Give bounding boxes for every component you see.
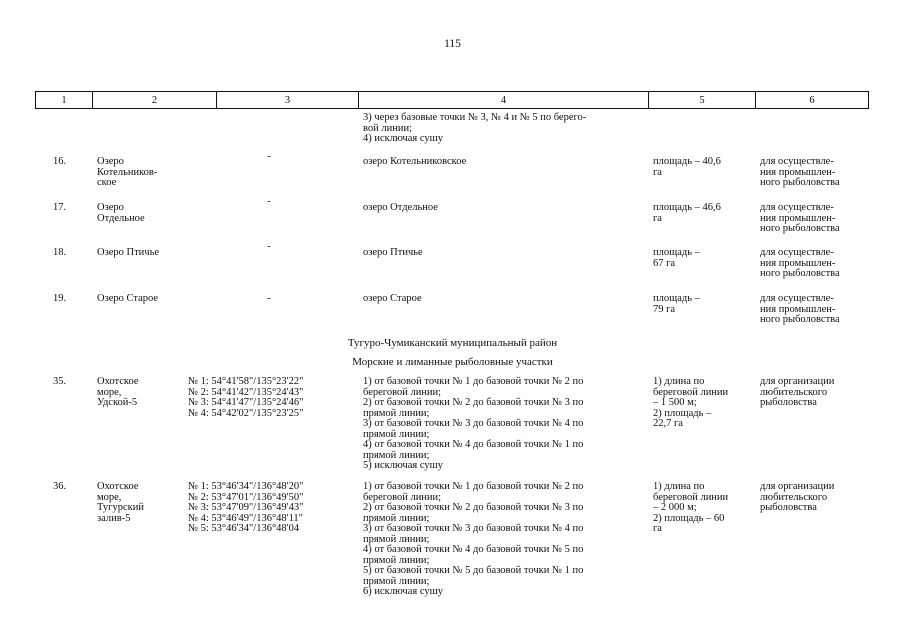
purpose: для организации любительского рыболовства bbox=[760, 481, 835, 513]
area: 1) длина по береговой линии – 1 500 м; 2) площадь – 22,7 га bbox=[653, 376, 729, 429]
purpose: для осуществле- ния промышлен- ного рыболовства bbox=[760, 156, 840, 188]
header-col-5: 5 bbox=[648, 92, 755, 108]
header-col-6: 6 bbox=[755, 92, 868, 108]
district-title: Тугуро-Чумиканский муниципальный район bbox=[347, 337, 558, 349]
coordinates: - bbox=[267, 293, 271, 304]
boundary-description: 1) от базовой точки № 1 до базовой точки № 2 по береговой линии; 2) от базовой точки № 2 до базовой точки № 3 по прямой линии; 3) от базовой точки № 3 до базовой точки № 4 по прямой линии; 4) от базовой точки № 4 до базовой точки № 1 по прямой линии; 5) исключая сушу bbox=[363, 376, 584, 471]
site-name: Озеро Птичье bbox=[97, 247, 160, 258]
subsection-title: Морские и лиманные рыболовные участки bbox=[352, 356, 553, 368]
purpose: для осуществле- ния промышлен- ного рыболовства bbox=[760, 202, 840, 234]
continuation-boundary-text: 3) через базовые точки № 3, № 4 и № 5 по берего- вой линии; 4) исключая сушу bbox=[363, 112, 587, 144]
header-col-1: 1 bbox=[61, 95, 67, 106]
header-col-3: 3 bbox=[216, 92, 358, 108]
row-number: 17. bbox=[53, 202, 67, 213]
area: площадь – 40,6 га bbox=[653, 156, 721, 178]
site-name: Охотское море, Тугурский залив-5 bbox=[97, 481, 144, 524]
row-number: 36. bbox=[53, 481, 67, 492]
page-number: 115 bbox=[444, 38, 461, 50]
area: площадь – 67 га bbox=[653, 247, 700, 269]
coordinates: № 1: 53°46'34"/136°48'20" № 2: 53°47'01"/136°49'50" № 3: 53°47'09"/136°49'43" № 4: 53°46'49"/136°48'11" № 5: 53°46'34"/136°48'04 bbox=[188, 481, 304, 534]
site-name: Озеро Отдельное bbox=[97, 202, 145, 224]
table-header bbox=[35, 91, 869, 109]
coordinates: - bbox=[267, 241, 271, 252]
site-name: Озеро Старое bbox=[97, 293, 159, 304]
coordinates: № 1: 54°41'58"/135°23'22" № 2: 54°41'42"/135°24'43" № 3: 54°41'47"/135°24'46" № 4: 54°42'02"/135°23'25" bbox=[188, 376, 304, 419]
boundary-description: озеро Птичье bbox=[363, 247, 423, 258]
area: 1) длина по береговой линии – 2 000 м; 2) площадь – 60 га bbox=[653, 481, 729, 534]
boundary-description: озеро Котельниковское bbox=[363, 156, 467, 167]
area: площадь – 46,6 га bbox=[653, 202, 721, 224]
boundary-description: озеро Старое bbox=[363, 293, 422, 304]
site-name: Охотское море, Удской-5 bbox=[97, 376, 139, 408]
header-col-2: 2 bbox=[92, 92, 216, 108]
boundary-description: озеро Отдельное bbox=[363, 202, 438, 213]
purpose: для осуществле- ния промышлен- ного рыболовства bbox=[760, 247, 840, 279]
site-name: Озеро Котельников- ское bbox=[97, 156, 158, 188]
purpose: для осуществле- ния промышлен- ного рыболовства bbox=[760, 293, 840, 325]
coordinates: - bbox=[267, 196, 271, 207]
row-number: 18. bbox=[53, 247, 67, 258]
row-number: 19. bbox=[53, 293, 67, 304]
header-col-4: 4 bbox=[358, 92, 648, 108]
area: площадь – 79 га bbox=[653, 293, 700, 315]
coordinates: - bbox=[267, 151, 271, 162]
row-number: 16. bbox=[53, 156, 67, 167]
boundary-description: 1) от базовой точки № 1 до базовой точки № 2 по береговой линии; 2) от базовой точки № 2 до базовой точки № 3 по прямой линии; 3) от базовой точки № 3 до базовой точки № 4 по прямой линии; 4) от базовой точки № 4 до базовой точки № 5 по прямой линии; 5) от базовой точки № 5 до базовой точки № 1 по прямой линии; 6) исключая сушу bbox=[363, 481, 584, 597]
purpose: для организации любительского рыболовства bbox=[760, 376, 835, 408]
row-number: 35. bbox=[53, 376, 67, 387]
